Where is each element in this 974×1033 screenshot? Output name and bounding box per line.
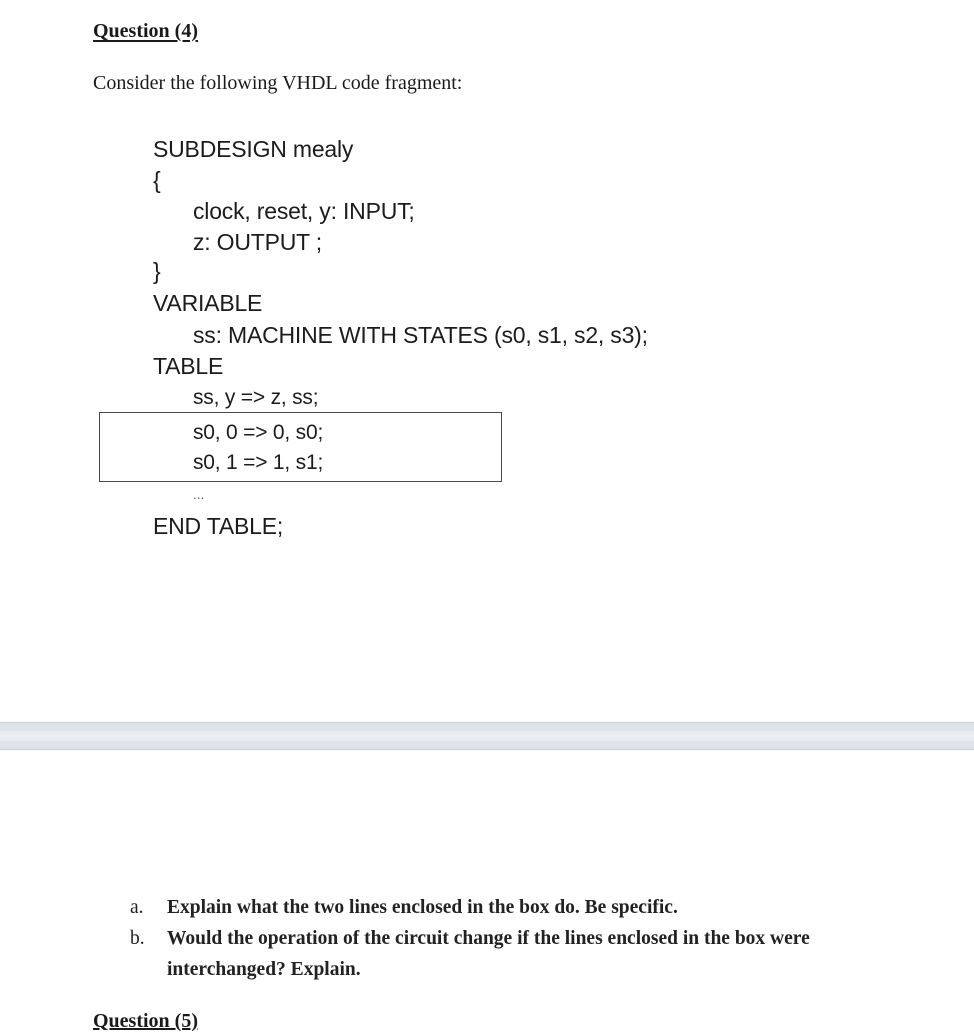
list-item-text-line1: Would the operation of the circuit change if the lines enclosed in the box were <box>167 928 810 949</box>
code-line-open-brace: { <box>153 167 161 193</box>
code-line-variable: VARIABLE <box>153 290 263 316</box>
code-line-boxed-2: s0, 1 => 1, s1; <box>193 451 324 474</box>
list-marker: a. <box>130 897 144 918</box>
code-line-header: ss, y => z, ss; <box>193 386 319 409</box>
list-item-text-line2: interchanged? Explain. <box>167 959 361 980</box>
code-line-boxed-1: s0, 0 => 0, s0; <box>193 421 324 444</box>
question-intro: Consider the following VHDL code fragment: <box>93 72 463 94</box>
list-item-text: Explain what the two lines enclosed in the box do. Be specific. <box>167 897 678 918</box>
code-line-inputs: clock, reset, y: INPUT; <box>193 198 415 224</box>
code-line-subdesign: SUBDESIGN mealy <box>153 136 354 162</box>
next-question-title: Question (5) <box>93 1010 198 1032</box>
code-line-ellipsis: ... <box>193 486 205 502</box>
question-title: Question (4) <box>93 20 198 42</box>
code-line-close-brace: } <box>153 258 161 284</box>
code-line-end-table: END TABLE; <box>153 513 284 539</box>
page-break <box>0 722 974 750</box>
code-line-table: TABLE <box>153 353 224 379</box>
code-line-machine: ss: MACHINE WITH STATES (s0, s1, s2, s3); <box>193 322 648 348</box>
code-line-output: z: OUTPUT ; <box>193 229 322 255</box>
page-break-inner <box>0 731 974 741</box>
list-marker: b. <box>130 928 145 949</box>
